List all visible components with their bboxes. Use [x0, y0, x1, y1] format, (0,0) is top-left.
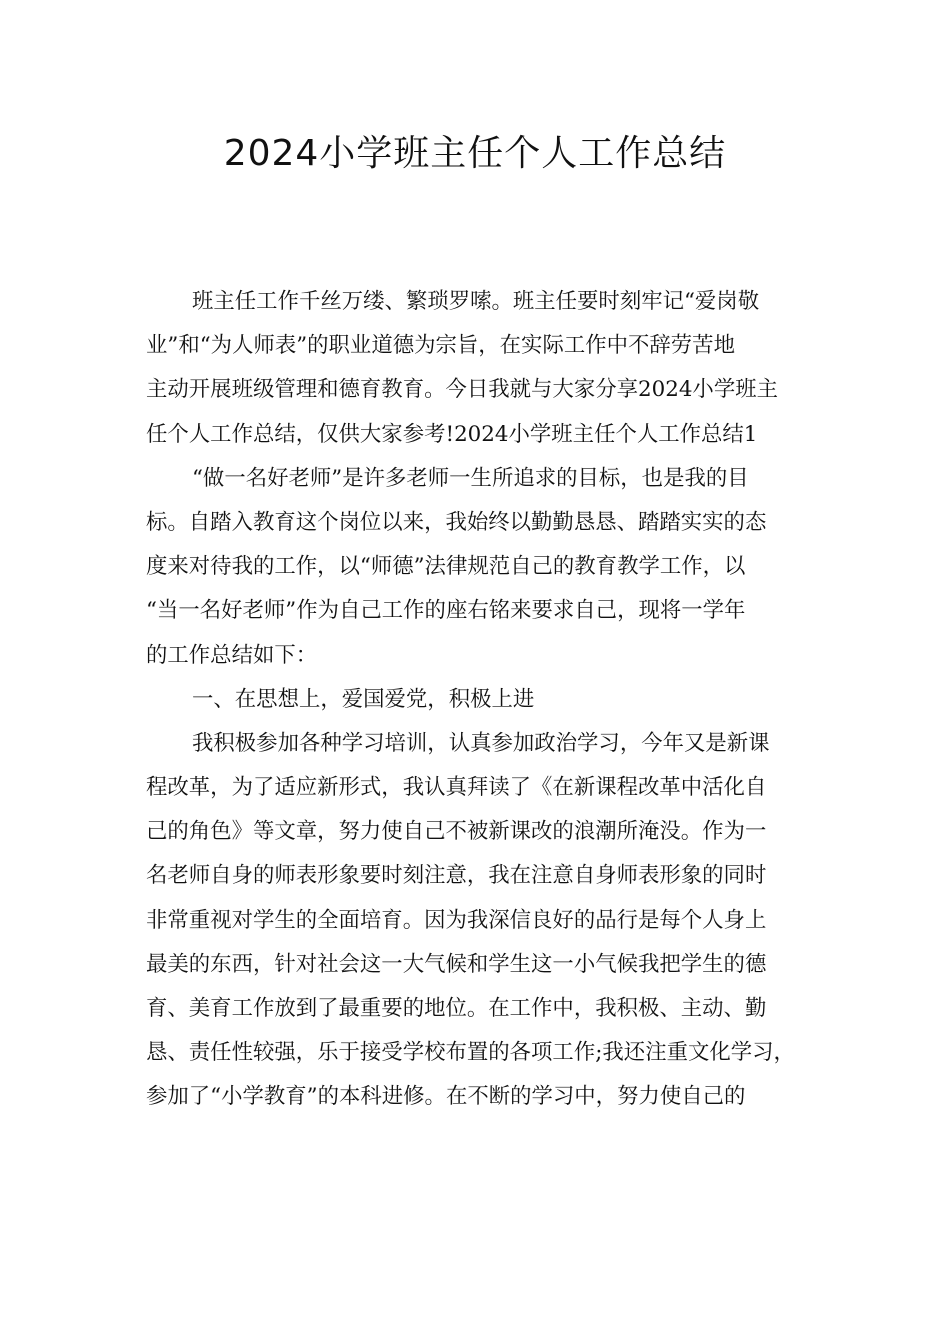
paragraph-line: 的工作总结如下： [146, 642, 318, 668]
section-heading: 一、在思想上，爱国爱党，积极上进 [192, 686, 535, 712]
paragraph-line: 度来对待我的工作，以“师德”法律规范自己的教育教学工作，以 [146, 554, 746, 580]
paragraph-line: 我积极参加各种学习培训，认真参加政治学习，今年又是新课 [192, 730, 770, 756]
paragraph-line: “做一名好老师”是许多老师一生所追求的目标，也是我的目 [192, 465, 749, 491]
paragraph-line: 非常重视对学生的全面培育。因为我深信良好的品行是每个人身上 [146, 907, 767, 933]
paragraph-line: 任个人工作总结，仅供大家参考!2024小学班主任个人工作总结1 [146, 421, 758, 447]
document-title: 2024小学班主任个人工作总结 [223, 133, 727, 174]
paragraph-line: 参加了“小学教育”的本科进修。在不断的学习中，努力使自己的 [146, 1084, 746, 1110]
paragraph-line: 程改革，为了适应新形式，我认真拜读了《在新课程改革中活化自 [146, 775, 767, 801]
paragraph-line: 业”和“为人师表”的职业道德为宗旨，在实际工作中不辞劳苦地 [146, 333, 735, 359]
paragraph-line: 名老师自身的师表形象要时刻注意，我在注意自身师表形象的同时 [146, 863, 767, 889]
paragraph-line: 班主任工作千丝万缕、繁琐罗嗦。班主任要时刻牢记“爱岗敬 [192, 289, 760, 314]
paragraph-line: “当一名好老师”作为自己工作的座右铭来要求自己，现将一学年 [146, 598, 746, 624]
paragraph-line: 标。自踏入教育这个岗位以来，我始终以勤勤恳恳、踏踏实实的态 [146, 509, 767, 535]
document-body [146, 280, 806, 1120]
paragraph-line: 己的角色》等文章，努力使自己不被新课改的浪潮所淹没。作为一 [146, 819, 767, 845]
paragraph-line: 主动开展班级管理和德育教育。今日我就与大家分享2024小学班主 [146, 377, 778, 403]
paragraph-line: 育、美育工作放到了最重要的地位。在工作中，我积极、主动、勤 [146, 996, 767, 1021]
paragraph-line: 最美的东西，针对社会这一大气候和学生这一小气候我把学生的德 [146, 951, 767, 977]
paragraph-line: 恳、责任性较强，乐于接受学校布置的各项工作;我还注重文化学习， [146, 1040, 795, 1066]
